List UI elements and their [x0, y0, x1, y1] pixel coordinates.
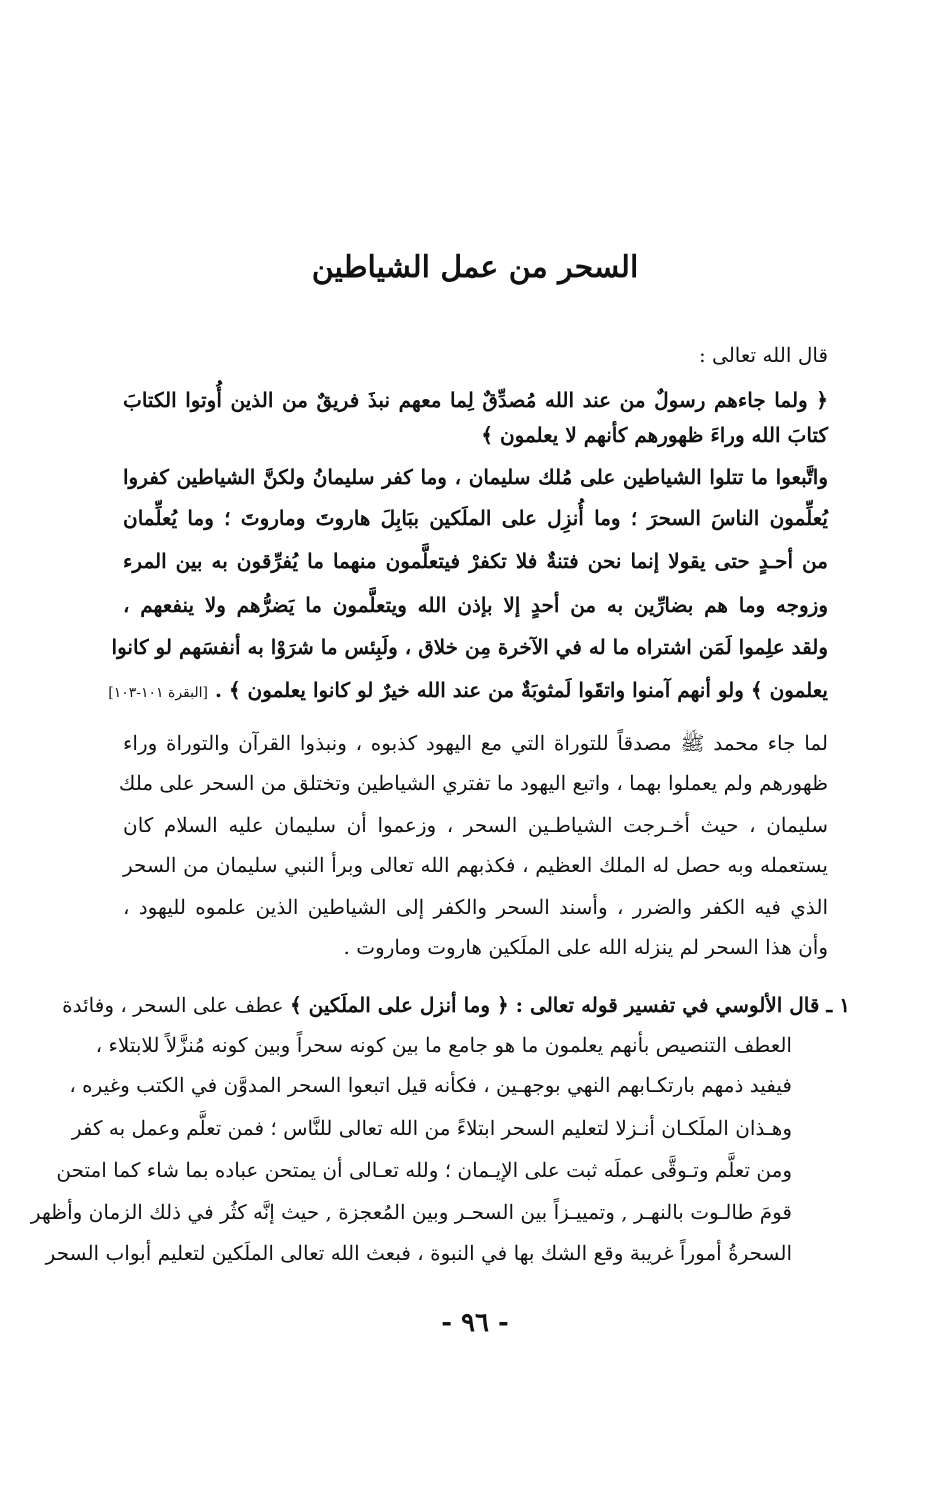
- verse-line: وزوجه وما هم بضارِّين به من أحدٍ إلا بإذن الله ويتعلَّمون ما يَضرُّهم ولا ينفعهم ،: [123, 593, 828, 617]
- verse-text: يعلمون ﴾ ولو أنهم آمنوا واتقَوا لَمثوبَةٌ من عند الله خيرٌ لو كانوا يعلمون ﴾ .: [214, 678, 828, 702]
- paragraph-line: وأن هذا السحر لم ينزله الله على الملَكين هاروت وماروت .: [343, 935, 828, 959]
- item-lead: ١ ـ قال الألوسي في تفسير قوله تعالى : ﴿ وما أنزل على الملَكين ﴾: [289, 993, 850, 1017]
- page-number: - ٩٦ -: [441, 1308, 509, 1338]
- chapter-title: السحر من عمل الشياطين: [311, 250, 639, 285]
- verse-line-last: [108, 675, 828, 708]
- list-item-line: وهـذان الملَكـان أنـزلا لتعليم السحر ابتلاءً من الله تعالى للنَّاس ؛ فمن تعلَّم وعمل به كفر: [71, 1116, 792, 1140]
- verse-line: واتَّبعوا ما تتلوا الشياطين على مُلك سليمان ، وما كفر سليمانُ ولكنَّ الشياطين كفروا: [123, 465, 828, 489]
- verse-line: يُعلِّمون الناسَ السحرَ ؛ وما أُنزِل على الملَكين ببَابِلَ هاروتَ وماروتَ ؛ وما يُعلِّمان: [123, 506, 828, 530]
- list-item-line: السحرةُ أموراً غريبة وقع الشك بها في النبوة ، فبعث الله تعالى الملَكين لتعليم أبواب السحر: [45, 1241, 792, 1265]
- paragraph-line: الذي فيه الكفر والضرر ، وأسند السحر والكفر إلى الشياطين الذين علموه لليهود ،: [123, 895, 828, 919]
- paragraph-line: يستعمله وبه حصل له الملك العظيم ، فكذبهم الله تعالى وبرأ النبي سليمان من السحر: [123, 853, 828, 877]
- verse-line: كتابَ الله وراءَ ظهورهم كأنهم لا يعلمون ﴾: [481, 423, 828, 447]
- list-item-line: فيفيد ذمهم بارتكـابهم النهي بوجهـين ، فكأنه قيل اتبعوا السحر المدوَّن في الكتب وغيره ،: [69, 1073, 792, 1097]
- intro-line: قال الله تعالى :: [698, 343, 828, 367]
- list-item-line: قومَ طالـوت بالنهـر , وتمييـزاً بين السحـر وبين المُعجزة , حيث إنَّه كثُر في ذلك الزمان وأظهر: [30, 1200, 792, 1224]
- verse-line: ﴿ ولما جاءهم رسولٌ من عند الله مُصدِّقٌ لِما معهم نبذَ فريقٌ من الذين أُوتوا الكتابَ: [123, 388, 828, 412]
- paragraph-line: ظهورهم ولم يعملوا بهما ، واتبع اليهود ما تفتري الشياطين وتختلق من السحر على ملك: [118, 771, 828, 795]
- item-lead-rest: عطف على السحر ، وفائدة: [62, 993, 284, 1017]
- list-item-line: العطف التنصيص بأنهم يعلمون ما هو جامع ما بين كونه سحراً وبين كونه مُنزَّلاً للابتلاء ،: [95, 1033, 792, 1057]
- paragraph-line: لما جاء محمد ﷺ مصدقاً للتوراة التي مع اليهود كذبوه ، ونبذوا القرآن والتوراة وراء: [123, 731, 828, 755]
- paragraph-line: سليمان ، حيث أخـرجت الشياطـين السحر ، وزعموا أن سليمان عليه السلام كان: [123, 813, 828, 837]
- verse-line: من أحـدٍ حتى يقولا إنما نحن فتنةٌ فلا تكفرْ فيتعلَّمون منهما ما يُفرِّقون به بين المرء: [123, 549, 828, 573]
- verse-line: ولقد علِموا لَمَن اشتراه ما له في الآخرة مِن خلاق ، ولَبِئس ما شرَوْا به أنفسَهم لو كانوا: [111, 635, 828, 659]
- list-item-1-first-line: [62, 990, 850, 1020]
- list-item-line: ومن تعلَّم وتـوقَّى عملَه ثبت على الإيـمان ؛ ولله تعـالى أن يمتحن عباده بما شاء كما امتحن: [56, 1158, 792, 1182]
- verse-citation: [البقرة ١٠١-١٠٣]: [108, 685, 208, 701]
